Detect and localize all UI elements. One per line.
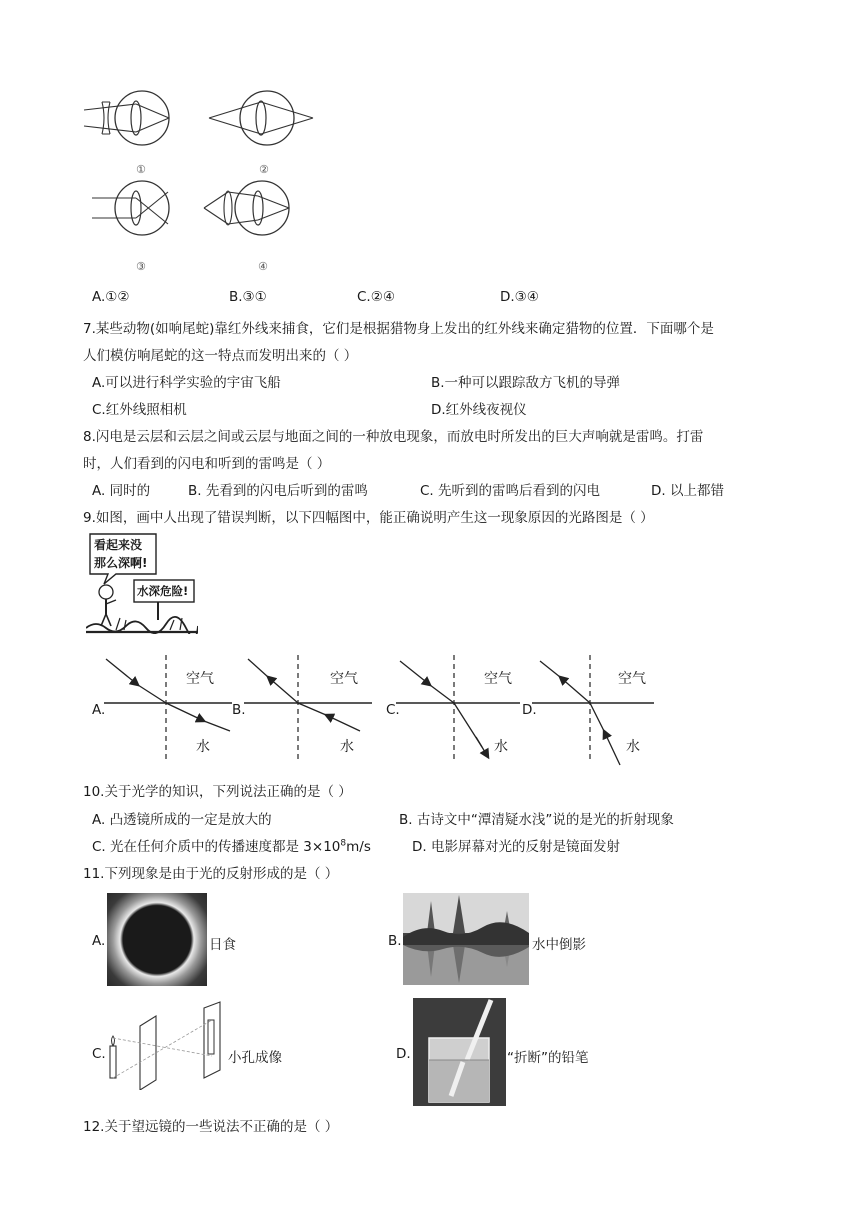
q8-option-c[interactable]: C. 先听到的雷鸣后看到的闪电	[420, 483, 601, 499]
eye-diagram-1	[80, 88, 190, 158]
eye-label-3: ③	[136, 260, 146, 273]
q6-option-a[interactable]: A.①②	[92, 289, 130, 305]
cartoon-speech-line2: 那么深啊!	[94, 556, 148, 570]
q7-option-a[interactable]: A.可以进行科学实验的宇宙飞船	[92, 375, 281, 391]
q9-stem: 9.如图，画中人出现了错误判断，以下四幅图中，能正确说明产生这一现象原因的光路图是（ ）	[83, 510, 654, 526]
eclipse-image	[107, 893, 207, 986]
ray-d-air-label: 空气	[618, 671, 646, 687]
ray-c-air-label: 空气	[484, 671, 512, 687]
q11-stem: 11.下列现象是由于光的反射形成的是（ ）	[83, 866, 339, 882]
ray-c-water-label: 水	[494, 739, 508, 755]
q8-option-d[interactable]: D. 以上都错	[651, 483, 724, 499]
cartoon-speech-line1: 看起来没	[94, 538, 143, 552]
eye-diagram-2	[205, 88, 320, 158]
ray-d-letter[interactable]: D.	[522, 702, 537, 718]
q6-option-d[interactable]: D.③④	[500, 289, 539, 305]
ray-b-water-label: 水	[340, 739, 354, 755]
ray-c-letter[interactable]: C.	[386, 702, 400, 718]
ray-a-letter[interactable]: A.	[92, 702, 106, 718]
q7-stem-line2: 人们模仿响尾蛇的这一特点而发明出来的（ ）	[83, 348, 358, 364]
q6-option-b[interactable]: B.③①	[229, 289, 267, 305]
ray-a-water-label: 水	[196, 739, 210, 755]
q11-option-a-text: 日食	[209, 937, 236, 953]
ray-diagram-a	[104, 655, 236, 765]
cartoon-sign-text: 水深危险!	[137, 584, 189, 598]
q11-option-c-text: 小孔成像	[228, 1050, 282, 1066]
eye-diagram-4	[200, 178, 310, 248]
q10-option-c[interactable]	[92, 835, 371, 855]
bent-pencil-image	[413, 998, 506, 1106]
q7-option-c[interactable]: C.红外线照相机	[92, 402, 187, 418]
q8-option-b[interactable]: B. 先看到的闪电后听到的雷鸣	[188, 483, 368, 499]
water-reflection-image	[403, 893, 529, 985]
q10-option-c-prefix: C. 光在任何介质中的传播速度都是 3×10	[92, 839, 341, 855]
q11-option-a-letter[interactable]: A.	[92, 933, 106, 949]
q6-option-c[interactable]: C.②④	[357, 289, 395, 305]
eye-label-1: ①	[136, 163, 146, 176]
ray-b-air-label: 空气	[330, 671, 358, 687]
q8-stem-line1: 8.闪电是云层和云层之间或云层与地面之间的一种放电现象，而放电时所发出的巨大声响就是雷鸣。打雷	[83, 429, 704, 445]
q7-option-d[interactable]: D.红外线夜视仪	[431, 402, 527, 418]
q8-option-a[interactable]: A. 同时的	[92, 483, 151, 499]
q11-option-c-letter[interactable]: C.	[92, 1046, 106, 1062]
q7-stem-line1: 7.某些动物(如响尾蛇)靠红外线来捕食，它们是根据猎物身上发出的红外线来确定猎物的位置．下面哪个是	[83, 321, 714, 337]
q11-option-b-letter[interactable]: B.	[388, 933, 402, 949]
eye-label-2: ②	[259, 163, 269, 176]
ray-b-letter[interactable]: B.	[232, 702, 246, 718]
q10-option-c-unit: m/s	[346, 839, 371, 855]
q10-option-a[interactable]: A. 凸透镜所成的一定是放大的	[92, 812, 272, 828]
q9-cartoon	[86, 530, 198, 634]
q10-option-b[interactable]: B. 古诗文中“潭清疑水浅”说的是光的折射现象	[399, 812, 674, 828]
q7-option-b[interactable]: B.一种可以跟踪敌方飞机的导弹	[431, 375, 621, 391]
q11-option-d-text: “折断”的铅笔	[507, 1050, 589, 1066]
q10-option-d[interactable]: D. 电影屏幕对光的反射是镜面发射	[412, 839, 620, 855]
q8-stem-line2: 时，人们看到的闪电和听到的雷鸣是（ ）	[83, 456, 331, 472]
q12-stem: 12.关于望远镜的一些说法不正确的是（ ）	[83, 1119, 339, 1135]
q10-stem: 10.关于光学的知识，下列说法正确的是（ ）	[83, 784, 352, 800]
eye-diagram-3	[90, 178, 200, 248]
ray-d-water-label: 水	[626, 739, 640, 755]
q11-option-b-text: 水中倒影	[532, 937, 586, 953]
q11-option-d-letter[interactable]: D.	[396, 1046, 411, 1062]
eye-label-4: ④	[258, 260, 268, 273]
q10-option-c-exponent: 8	[340, 838, 347, 849]
pinhole-camera-image	[104, 1000, 228, 1090]
ray-a-air-label: 空气	[186, 671, 214, 687]
